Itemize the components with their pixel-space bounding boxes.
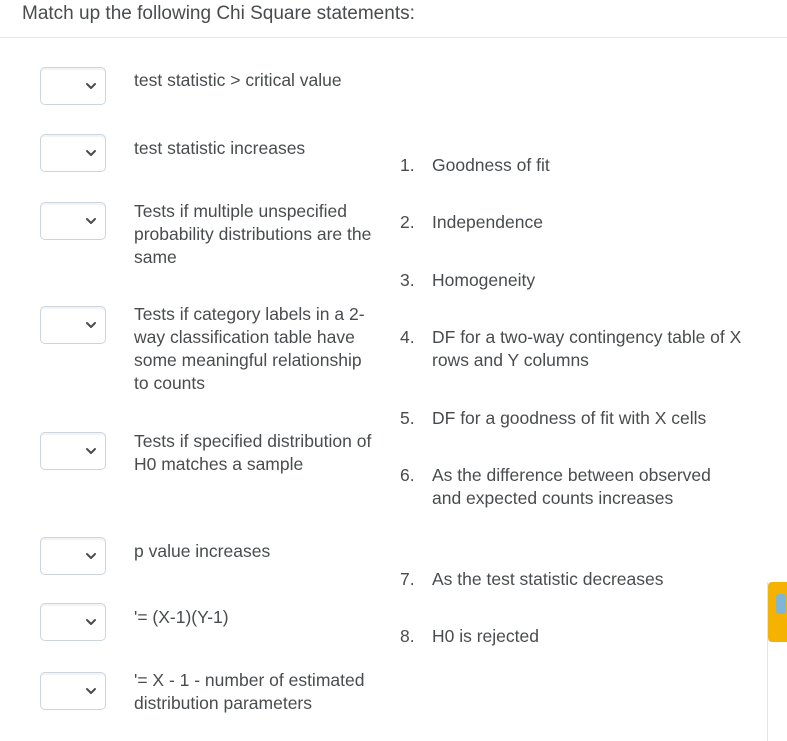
answer-text: As the test statistic decreases [432, 569, 664, 589]
chevron-down-icon [85, 147, 97, 159]
answer-number: 8. [400, 626, 415, 646]
match-select-3[interactable] [40, 202, 106, 240]
answer-number: 7. [400, 569, 415, 589]
answer-text: DF for a goodness of fit with X cells [432, 408, 707, 428]
match-select-1[interactable] [40, 67, 106, 105]
answer-text: DF for a two-way contingency table of X rows and Y columns [432, 327, 742, 370]
question-title: Match up the following Chi Square statements: [22, 3, 415, 24]
match-select-6[interactable] [40, 537, 106, 575]
statement-7: '= (X-1)(Y-1) [134, 607, 229, 627]
match-select-4[interactable] [40, 306, 106, 344]
match-select-7[interactable] [40, 603, 106, 641]
match-select-8[interactable] [40, 672, 106, 710]
statement-2: test statistic increases [134, 138, 306, 158]
statement-6: p value increases [134, 541, 271, 561]
chevron-down-icon [85, 685, 97, 697]
title-divider [0, 37, 787, 38]
match-select-5[interactable] [40, 432, 106, 470]
answer-number: 1. [400, 155, 415, 175]
answer-text: Independence [432, 212, 543, 232]
answer-number: 2. [400, 212, 415, 232]
answer-number: 3. [400, 270, 415, 290]
answer-number: 6. [400, 465, 415, 485]
statement-1: test statistic > critical value [134, 70, 342, 90]
statement-3: Tests if multiple unspecified probability distributions are the same [134, 201, 372, 267]
answer-text: Goodness of fit [432, 155, 550, 175]
answer-text: H0 is rejected [432, 626, 539, 646]
statement-4: Tests if category labels in a 2-way classification table have some meaningful relationship to counts [134, 304, 365, 393]
chevron-down-icon [85, 445, 97, 457]
answer-number: 5. [400, 408, 415, 428]
statement-5: Tests if specified distribution of H0 matches a sample [134, 431, 372, 474]
answer-text: As the difference between observed and expected counts increases [432, 465, 711, 508]
statement-8: '= X - 1 - number of estimated distribution parameters [134, 670, 365, 713]
chevron-down-icon [85, 550, 97, 562]
match-select-2[interactable] [40, 134, 106, 172]
chevron-down-icon [85, 215, 97, 227]
side-widget-button[interactable] [768, 582, 787, 642]
widget-icon [776, 594, 786, 614]
answer-text: Homogeneity [432, 270, 536, 290]
chevron-down-icon [85, 319, 97, 331]
answer-number: 4. [400, 327, 415, 347]
chevron-down-icon [85, 80, 97, 92]
chevron-down-icon [85, 616, 97, 628]
